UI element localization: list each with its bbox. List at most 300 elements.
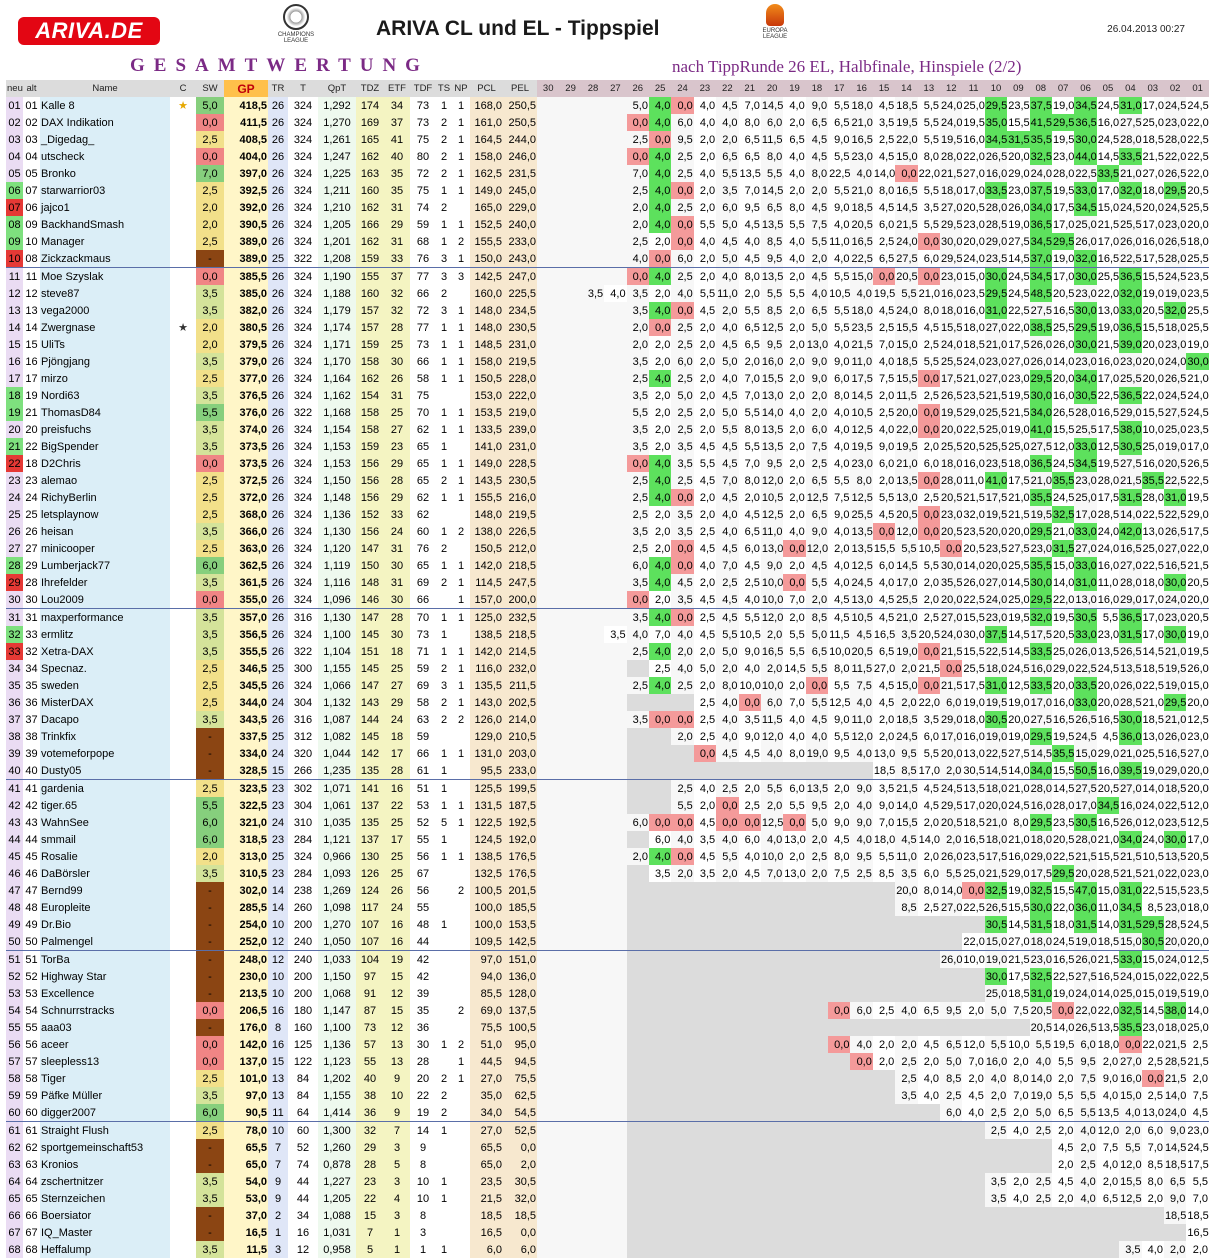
round-score bbox=[850, 1104, 872, 1122]
round-score bbox=[537, 472, 559, 489]
col-round-01[interactable]: 01 bbox=[1186, 80, 1209, 97]
player-name[interactable]: Specnaz. bbox=[40, 660, 170, 677]
tdz-value: 174 bbox=[356, 97, 384, 114]
player-name[interactable]: Dr.Bio bbox=[40, 916, 170, 933]
gp-total: 390,5 bbox=[224, 216, 268, 233]
round-score: 30,5 bbox=[1119, 438, 1141, 455]
round-score: 25,0 bbox=[1008, 440, 1030, 453]
round-score: 6,0 bbox=[627, 814, 649, 831]
col-round-03[interactable]: 03 bbox=[1142, 80, 1164, 97]
etf-value: 30 bbox=[384, 626, 410, 643]
sw-value: 0,0 bbox=[196, 455, 224, 472]
col-round-27[interactable]: 27 bbox=[604, 80, 626, 97]
round-score bbox=[716, 1241, 738, 1258]
player-name[interactable]: utscheck bbox=[40, 148, 170, 165]
player-name[interactable]: jajco1 bbox=[40, 199, 170, 216]
round-score: 27,5 bbox=[1008, 235, 1030, 248]
player-name[interactable]: RichyBerlin bbox=[40, 489, 170, 506]
round-score: 2,0 bbox=[699, 423, 716, 436]
player-flag bbox=[170, 1036, 196, 1053]
tdz-value: 36 bbox=[356, 1104, 384, 1122]
t-value: 34 bbox=[296, 1209, 310, 1222]
round-score bbox=[694, 916, 716, 933]
rank-previous: 01 bbox=[23, 97, 40, 114]
round-score: 16,5 bbox=[1097, 970, 1120, 983]
star-icon: ★ bbox=[178, 99, 188, 112]
tdf-value: 80 bbox=[416, 150, 430, 163]
round-score: 15,0 bbox=[1142, 987, 1164, 1000]
player-name[interactable]: Pjöngjang bbox=[40, 353, 170, 370]
round-score: 24,0 bbox=[1142, 799, 1164, 812]
player-name[interactable]: Nordi63 bbox=[40, 387, 170, 404]
tr-value: 25 bbox=[268, 660, 288, 677]
round-score: 2,5 bbox=[671, 677, 693, 694]
tr-value: 26 bbox=[268, 677, 288, 694]
player-name[interactable]: Xetra-DAX bbox=[40, 643, 170, 660]
player-name[interactable]: Zwergnase bbox=[40, 319, 170, 336]
tdz-value: 157 bbox=[356, 302, 384, 319]
tdf-value: 58 bbox=[416, 696, 430, 709]
rank-previous: 29 bbox=[23, 557, 40, 574]
round-score bbox=[694, 1190, 716, 1207]
player-name[interactable]: sweden bbox=[40, 677, 170, 694]
round-score: 19,5 bbox=[1052, 730, 1075, 743]
rank-previous: 16 bbox=[23, 353, 40, 370]
col-round-07[interactable]: 07 bbox=[1052, 80, 1074, 97]
col-round-29[interactable]: 29 bbox=[559, 80, 581, 97]
player-name[interactable]: Ihrefelder bbox=[40, 574, 170, 591]
round-score: 20,0 bbox=[1097, 679, 1120, 692]
etf-value: 40 bbox=[384, 148, 410, 165]
player-name[interactable]: maxperformance bbox=[40, 609, 170, 627]
player-name[interactable]: mirzo bbox=[40, 370, 170, 387]
round-score bbox=[739, 1207, 761, 1224]
player-name[interactable]: Tiger bbox=[40, 1070, 170, 1087]
player-name[interactable]: Boersiator bbox=[40, 1207, 170, 1224]
col-round-13[interactable]: 13 bbox=[918, 80, 940, 97]
round-score bbox=[828, 1087, 850, 1104]
player-name[interactable]: ThomasD84 bbox=[40, 404, 170, 421]
pel-value: 229,0 bbox=[503, 199, 537, 216]
qpt-value: 1,123 bbox=[318, 1053, 356, 1070]
col-round-22[interactable]: 22 bbox=[716, 80, 738, 97]
col-round-12[interactable]: 12 bbox=[940, 80, 962, 97]
round-score: 19,0 bbox=[1052, 99, 1075, 112]
qpt-value: 1,148 bbox=[318, 489, 356, 506]
player-name[interactable]: Schnurrstracks bbox=[40, 1002, 170, 1019]
gp-total: 318,5 bbox=[224, 831, 268, 848]
rank-previous: 37 bbox=[23, 711, 40, 728]
table-row bbox=[6, 250, 1209, 268]
rank-previous: 21 bbox=[23, 404, 40, 421]
round-score: 41,0 bbox=[985, 472, 1007, 489]
round-score: 12,0 bbox=[1119, 1156, 1141, 1173]
round-score: 0,0 bbox=[671, 609, 693, 627]
ariva-logo[interactable]: ARIVA.DE bbox=[18, 17, 160, 45]
tdf-value: 59 bbox=[416, 218, 430, 231]
player-name[interactable]: minicooper bbox=[40, 540, 170, 557]
round-score: 21,5 bbox=[850, 336, 872, 353]
np-value: 2 bbox=[457, 884, 465, 897]
np-value bbox=[452, 199, 470, 216]
player-name[interactable]: Heffalump bbox=[40, 1241, 170, 1258]
player-name[interactable]: Highway Star bbox=[40, 968, 170, 985]
player-name[interactable]: Kalle 8 bbox=[40, 97, 170, 114]
round-score: 22,5 bbox=[1142, 679, 1164, 692]
round-score: 5,0 bbox=[716, 216, 738, 233]
round-score: 15,0 bbox=[1052, 559, 1075, 572]
round-score: 19,0 bbox=[1008, 696, 1030, 709]
col-tr[interactable]: TR bbox=[268, 80, 288, 97]
round-score: 0,0 bbox=[627, 591, 649, 609]
col-round-11[interactable]: 11 bbox=[962, 80, 984, 97]
col-c[interactable]: C bbox=[170, 80, 196, 97]
round-score: 21,5 bbox=[1097, 953, 1120, 966]
player-flag bbox=[170, 831, 196, 848]
player-name[interactable]: IQ_Master bbox=[40, 1224, 170, 1241]
round-score: 27,5 bbox=[1164, 404, 1186, 421]
round-score bbox=[694, 1087, 716, 1104]
col-round-05[interactable]: 05 bbox=[1097, 80, 1119, 97]
col-round-02[interactable]: 02 bbox=[1164, 80, 1186, 97]
round-score: 18,0 bbox=[963, 321, 985, 334]
round-score bbox=[806, 916, 828, 933]
col-tdf[interactable]: TDF bbox=[410, 80, 436, 97]
player-name[interactable]: Sternzeichen bbox=[40, 1190, 170, 1207]
round-score bbox=[559, 1053, 581, 1070]
col-round-24[interactable]: 24 bbox=[671, 80, 693, 97]
player-name[interactable]: aaa03 bbox=[40, 1019, 170, 1036]
col-round-28[interactable]: 28 bbox=[582, 80, 604, 97]
player-name[interactable]: MisterDAX bbox=[40, 694, 170, 711]
col-gp[interactable]: GP bbox=[224, 80, 268, 97]
col-round-21[interactable]: 21 bbox=[739, 80, 761, 97]
round-score bbox=[850, 1070, 872, 1087]
round-score bbox=[761, 762, 783, 780]
rank-previous: 48 bbox=[23, 899, 40, 916]
pcl-value: 18,5 bbox=[470, 1207, 503, 1224]
col-round-16[interactable]: 16 bbox=[850, 80, 872, 97]
round-score: 27,0 bbox=[985, 574, 1007, 591]
round-score: 2,5 bbox=[923, 611, 940, 624]
player-name[interactable]: vega2000 bbox=[40, 302, 170, 319]
player-name[interactable]: zschertnitzer bbox=[40, 1173, 170, 1190]
round-score: 4,5 bbox=[828, 591, 850, 609]
round-score: 27,0 bbox=[1142, 167, 1164, 180]
sw-value: 3,5 bbox=[196, 865, 224, 882]
round-score: 6,0 bbox=[878, 457, 895, 470]
player-name[interactable]: TorBa bbox=[40, 951, 170, 969]
player-name[interactable]: Bronko bbox=[40, 165, 170, 182]
round-score bbox=[537, 199, 559, 216]
round-score: 22,0 bbox=[1187, 116, 1209, 129]
round-score bbox=[828, 1207, 850, 1224]
round-score: 22,0 bbox=[1164, 148, 1186, 165]
round-score: 8,0 bbox=[923, 304, 940, 317]
player-name[interactable]: starwarrior03 bbox=[40, 182, 170, 199]
player-name[interactable]: Dusty05 bbox=[40, 762, 170, 780]
round-score: 19,5 bbox=[1008, 611, 1030, 624]
col-etf[interactable]: ETF bbox=[384, 80, 410, 97]
round-score: 16,5 bbox=[1052, 713, 1075, 726]
tr-value: 26 bbox=[268, 336, 288, 353]
round-score bbox=[783, 1156, 805, 1173]
player-name[interactable]: letsplaynow bbox=[40, 506, 170, 523]
player-name[interactable]: alemao bbox=[40, 472, 170, 489]
round-score bbox=[537, 1036, 559, 1053]
player-name[interactable]: _Digedag_ bbox=[40, 131, 170, 148]
round-score: 7,0 bbox=[744, 372, 760, 385]
round-score bbox=[761, 1002, 783, 1019]
rank-previous: 52 bbox=[23, 968, 40, 985]
round-score: 6,0 bbox=[923, 867, 940, 880]
round-score: 14,0 bbox=[1097, 987, 1120, 1000]
round-score: 25,5 bbox=[963, 662, 985, 675]
round-score bbox=[604, 336, 626, 353]
round-score: 16,0 bbox=[1097, 591, 1119, 609]
round-score bbox=[649, 762, 671, 780]
round-score bbox=[559, 370, 581, 387]
round-score: 29,5 bbox=[1142, 916, 1164, 933]
ts-value: 1 bbox=[440, 525, 448, 538]
player-name[interactable]: sleepless13 bbox=[40, 1053, 170, 1070]
player-name[interactable]: steve87 bbox=[40, 285, 170, 302]
round-score: 0,0 bbox=[918, 677, 940, 694]
col-np[interactable]: NP bbox=[452, 80, 470, 97]
t-value: 324 bbox=[293, 116, 313, 129]
player-name[interactable]: votemeforpope bbox=[40, 745, 170, 762]
pel-value: 176,5 bbox=[503, 865, 537, 882]
player-name[interactable]: Straight Flush bbox=[40, 1122, 170, 1140]
col-t[interactable]: T bbox=[288, 80, 318, 97]
round-score: 32,0 bbox=[1030, 609, 1052, 627]
qpt-value: 1,147 bbox=[318, 1002, 356, 1019]
np-value bbox=[452, 762, 470, 780]
round-score: 15,0 bbox=[1074, 745, 1096, 762]
col-round-23[interactable]: 23 bbox=[694, 80, 716, 97]
table-row bbox=[6, 591, 1209, 609]
np-value bbox=[452, 865, 470, 882]
gp-total: 355,5 bbox=[224, 643, 268, 660]
round-score: 22,5 bbox=[1187, 150, 1209, 163]
round-score: 23,5 bbox=[1187, 884, 1209, 897]
tr-value: 25 bbox=[268, 728, 288, 745]
round-score: 4,5 bbox=[878, 611, 895, 624]
rank-current: 63 bbox=[6, 1156, 23, 1173]
col-qpt[interactable]: QpT bbox=[318, 80, 356, 97]
np-value: 1 bbox=[457, 338, 465, 351]
round-score: 0,0 bbox=[783, 814, 805, 831]
round-score bbox=[604, 951, 626, 969]
tdf-value: 67 bbox=[416, 867, 430, 880]
rank-current: 44 bbox=[6, 831, 23, 848]
qpt-value: 1,050 bbox=[318, 933, 356, 951]
round-score: 6,5 bbox=[1164, 1173, 1186, 1190]
round-score: 8,5 bbox=[878, 867, 895, 880]
round-score: 32,0 bbox=[963, 508, 985, 521]
player-name[interactable]: gardenia bbox=[40, 780, 170, 798]
player-name[interactable]: Päfke Müller bbox=[40, 1087, 170, 1104]
pel-value: 211,5 bbox=[503, 677, 537, 694]
col-round-08[interactable]: 08 bbox=[1030, 80, 1052, 97]
player-name[interactable]: Manager bbox=[40, 233, 170, 250]
col-round-19[interactable]: 19 bbox=[783, 80, 805, 97]
round-score: 30,0 bbox=[963, 628, 985, 641]
round-score: 32,0 bbox=[1074, 250, 1096, 268]
table-row bbox=[6, 1087, 1209, 1104]
player-name[interactable]: tiger.65 bbox=[40, 797, 170, 814]
round-score bbox=[582, 557, 604, 574]
round-score bbox=[694, 1224, 716, 1241]
t-value: 324 bbox=[293, 559, 313, 572]
tdz-value: 151 bbox=[356, 643, 384, 660]
col-pcl[interactable]: PCL bbox=[470, 80, 503, 97]
round-score: 31,0 bbox=[985, 677, 1007, 694]
tdf-value: 36 bbox=[416, 1021, 430, 1034]
player-name[interactable]: Lumberjack77 bbox=[40, 557, 170, 574]
round-score bbox=[604, 780, 626, 798]
round-score: 15,0 bbox=[850, 268, 872, 286]
player-name[interactable]: Excellence bbox=[40, 985, 170, 1002]
gp-total: 411,5 bbox=[224, 114, 268, 131]
player-name[interactable]: ermlitz bbox=[40, 626, 170, 643]
player-name[interactable]: BackhandSmash bbox=[40, 216, 170, 233]
round-score: 14,5 bbox=[761, 97, 783, 114]
sw-value: 0,0 bbox=[196, 148, 224, 165]
player-name[interactable]: Europleite bbox=[40, 899, 170, 916]
sw-value: 3,5 bbox=[196, 438, 224, 455]
col-sw[interactable]: SW bbox=[196, 80, 224, 97]
player-name[interactable]: Dacapo bbox=[40, 711, 170, 728]
round-score bbox=[604, 933, 626, 951]
player-name[interactable]: Kronios bbox=[40, 1156, 170, 1173]
player-flag bbox=[170, 523, 196, 540]
col-round-30[interactable]: 30 bbox=[537, 80, 559, 97]
col-pel[interactable]: PEL bbox=[503, 80, 537, 97]
gp-total: 366,0 bbox=[224, 523, 268, 540]
round-score: 0,0 bbox=[806, 677, 828, 694]
round-score bbox=[537, 1002, 559, 1019]
player-name[interactable]: DaBörsler bbox=[40, 865, 170, 882]
round-score: 18,5 bbox=[963, 338, 985, 351]
col-neu[interactable]: neu bbox=[6, 80, 23, 97]
round-score: 24,5 bbox=[1008, 662, 1030, 675]
player-name[interactable]: sportgemeinschaft53 bbox=[40, 1139, 170, 1156]
rank-current: 15 bbox=[6, 336, 23, 353]
col-tdz[interactable]: TDZ bbox=[356, 80, 384, 97]
round-score bbox=[627, 985, 649, 1002]
tdf-value: 59 bbox=[416, 662, 430, 675]
col-round-20[interactable]: 20 bbox=[761, 80, 783, 97]
round-score bbox=[627, 1053, 649, 1070]
round-score bbox=[537, 711, 559, 728]
player-name[interactable]: Moe Szyslak bbox=[40, 268, 170, 286]
player-name[interactable]: Rosalie bbox=[40, 848, 170, 865]
player-flag bbox=[170, 404, 196, 421]
round-score: 13,5 bbox=[1097, 1104, 1119, 1122]
round-score: 7,0 bbox=[878, 816, 895, 829]
round-score bbox=[604, 660, 626, 677]
player-name[interactable]: WahnSee bbox=[40, 814, 170, 831]
col-round-26[interactable]: 26 bbox=[627, 80, 649, 97]
player-name[interactable]: digger2007 bbox=[40, 1104, 170, 1122]
round-score: 21,5 bbox=[963, 491, 985, 504]
player-name[interactable]: UliTs bbox=[40, 336, 170, 353]
player-name[interactable]: heisan bbox=[40, 523, 170, 540]
player-name[interactable]: aceer bbox=[40, 1036, 170, 1053]
tdf-value: 70 bbox=[416, 611, 430, 624]
player-name[interactable]: Lou2009 bbox=[40, 591, 170, 609]
rank-previous: 17 bbox=[23, 370, 40, 387]
etf-value: 41 bbox=[384, 131, 410, 148]
player-name[interactable]: Palmengel bbox=[40, 933, 170, 951]
rank-previous: 05 bbox=[23, 165, 40, 182]
round-score: 31,0 bbox=[1030, 985, 1052, 1002]
round-score: 18,5 bbox=[1142, 662, 1164, 675]
col-round-17[interactable]: 17 bbox=[828, 80, 850, 97]
player-name[interactable]: preisfuchs bbox=[40, 421, 170, 438]
player-name[interactable]: Bernd99 bbox=[40, 882, 170, 899]
round-score bbox=[559, 745, 581, 762]
col-round-25[interactable]: 25 bbox=[649, 80, 671, 97]
round-score bbox=[716, 1104, 738, 1122]
ts-value: 1 bbox=[440, 799, 448, 812]
round-score: 2,5 bbox=[671, 370, 693, 387]
player-name[interactable]: Trinkfix bbox=[40, 728, 170, 745]
round-score: 20,0 bbox=[1186, 591, 1209, 609]
round-score: 20,5 bbox=[1030, 1019, 1052, 1036]
round-score bbox=[1030, 1207, 1052, 1224]
round-score: 14,0 bbox=[1187, 1004, 1209, 1017]
col-round-06[interactable]: 06 bbox=[1074, 80, 1096, 97]
col-round-14[interactable]: 14 bbox=[895, 80, 917, 97]
table-row bbox=[6, 643, 1209, 660]
round-score bbox=[671, 745, 693, 762]
col-ts[interactable]: TS bbox=[436, 80, 452, 97]
player-name[interactable]: smmail bbox=[40, 831, 170, 848]
col-round-09[interactable]: 09 bbox=[1007, 80, 1029, 97]
tr-value: 23 bbox=[268, 831, 288, 848]
col-round-15[interactable]: 15 bbox=[873, 80, 895, 97]
round-score: 34,0 bbox=[1030, 404, 1052, 421]
round-score: 4,5 bbox=[716, 455, 738, 472]
round-score bbox=[649, 1224, 671, 1241]
player-name[interactable]: D2Chris bbox=[40, 455, 170, 472]
col-name[interactable]: Name bbox=[40, 80, 170, 97]
col-round-10[interactable]: 10 bbox=[985, 80, 1007, 97]
player-name[interactable]: BigSpender bbox=[40, 438, 170, 455]
player-name[interactable]: DAX Indikation bbox=[40, 114, 170, 131]
round-score: 4,0 bbox=[649, 148, 671, 165]
round-score: 0,0 bbox=[671, 489, 693, 506]
np-value: 1 bbox=[457, 850, 465, 863]
col-alt[interactable]: alt bbox=[23, 80, 40, 97]
round-score: 2,5 bbox=[895, 1053, 917, 1070]
round-score bbox=[582, 302, 604, 319]
player-flag bbox=[170, 1190, 196, 1207]
round-score: 2,5 bbox=[699, 696, 716, 709]
table-row bbox=[6, 540, 1209, 557]
round-score: 23,0 bbox=[1187, 867, 1209, 880]
col-round-04[interactable]: 04 bbox=[1119, 80, 1141, 97]
round-score: 23,0 bbox=[1052, 150, 1075, 163]
round-score: 33,0 bbox=[1074, 182, 1096, 199]
col-round-18[interactable]: 18 bbox=[806, 80, 828, 97]
standings-table bbox=[6, 80, 1209, 1258]
np-value: 1 bbox=[452, 250, 470, 268]
round-score: 9,0 bbox=[806, 523, 828, 540]
player-name[interactable]: Zickzackmaus bbox=[40, 250, 170, 268]
